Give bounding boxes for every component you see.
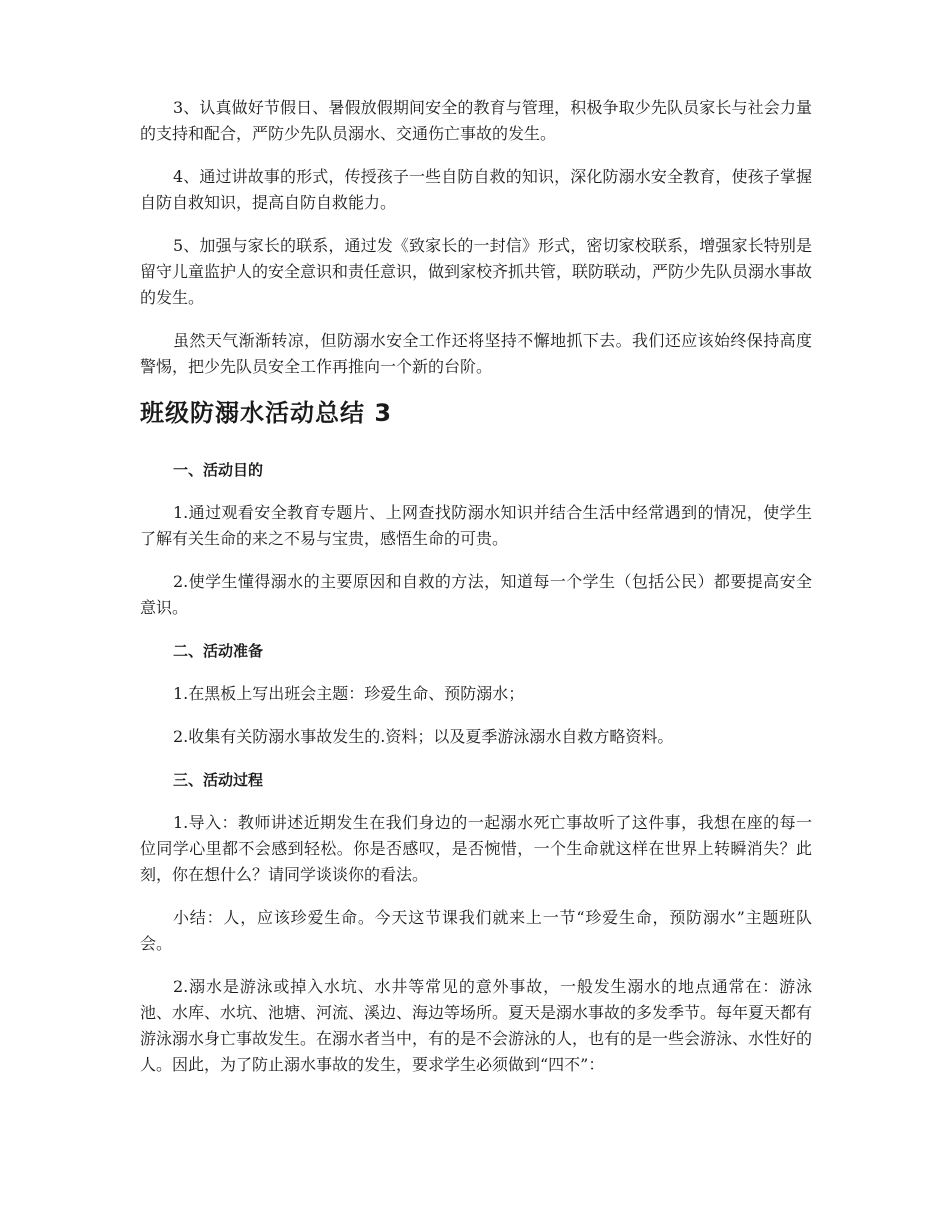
paragraph-item-5: 5、加强与家长的联系，通过发《致家长的一封信》形式，密切家校联系，增强家长特别是留守儿童监护人的安全意识和责任意识，做到家校齐抓共管，联防联动，严防少先队员溺水事故的发生。 <box>140 236 813 307</box>
section-title: 班级防溺水活动总结 3 <box>140 399 393 427</box>
preparation-item-2: 2.收集有关防溺水事故发生的.资料；以及夏季游泳溺水自救方略资料。 <box>173 727 674 746</box>
process-summary: 小结：人，应该珍爱生命。今天这节课我们就来上一节“珍爱生命，预防溺水”主题班队会。 <box>140 908 812 953</box>
document-page <box>140 95 812 1095</box>
preparation-item-1: 1.在黑板上写出班会主题：珍爱生命、预防溺水； <box>173 684 525 703</box>
purpose-item-2: 2.使学生懂得溺水的主要原因和自救的方法，知道每一个学生（包括公民）都要提高安全意识。 <box>140 572 812 617</box>
subheading-preparation: 二、活动准备 <box>173 642 264 660</box>
paragraph-item-3: 3、认真做好节假日、暑假放假期间安全的教育与管理，积极争取少先队员家长与社会力量的支持和配合，严防少先队员溺水、交通伤亡事故的发生。 <box>140 98 812 143</box>
subheading-purpose: 一、活动目的 <box>173 461 264 479</box>
process-item-1: 1.导入：教师讲述近期发生在我们身边的一起溺水死亡事故听了这件事，我想在座的每一位同学心里都不会感到轻松。你是否感叹，是否惋惜，一个生命就这样在世界上转瞬消失？此刻，你在想什么？请同学谈谈你的看法。 <box>140 813 812 884</box>
paragraph-conclusion: 虽然天气渐渐转凉，但防溺水安全工作还将坚持不懈地抓下去。我们还应该始终保持高度警惕，把少先队员安全工作再推向一个新的台阶。 <box>140 331 812 376</box>
subheading-process: 三、活动过程 <box>173 771 264 789</box>
purpose-item-1: 1.通过观看安全教育专题片、上网查找防溺水知识并结合生活中经常遇到的情况，使学生了解有关生命的来之不易与宝贵，感悟生命的可贵。 <box>140 503 812 548</box>
paragraph-item-4: 4、通过讲故事的形式，传授孩子一些自防自救的知识，深化防溺水安全教育，使孩子掌握自防自救知识，提高自防自救能力。 <box>140 167 812 212</box>
process-item-2: 2.溺水是游泳或掉入水坑、水井等常见的意外事故，一般发生溺水的地点通常在：游泳池、水库、水坑、池塘、河流、溪边、海边等场所。夏天是溺水事故的多发季节。每年夏天都有游泳溺水身亡事故发生。在溺水者当中，有的是不会游泳的人，也有的是一些会游泳、水性好的人。因此，为了防止溺水事故的发生，要求学生必须做到“四不”： <box>140 977 813 1074</box>
